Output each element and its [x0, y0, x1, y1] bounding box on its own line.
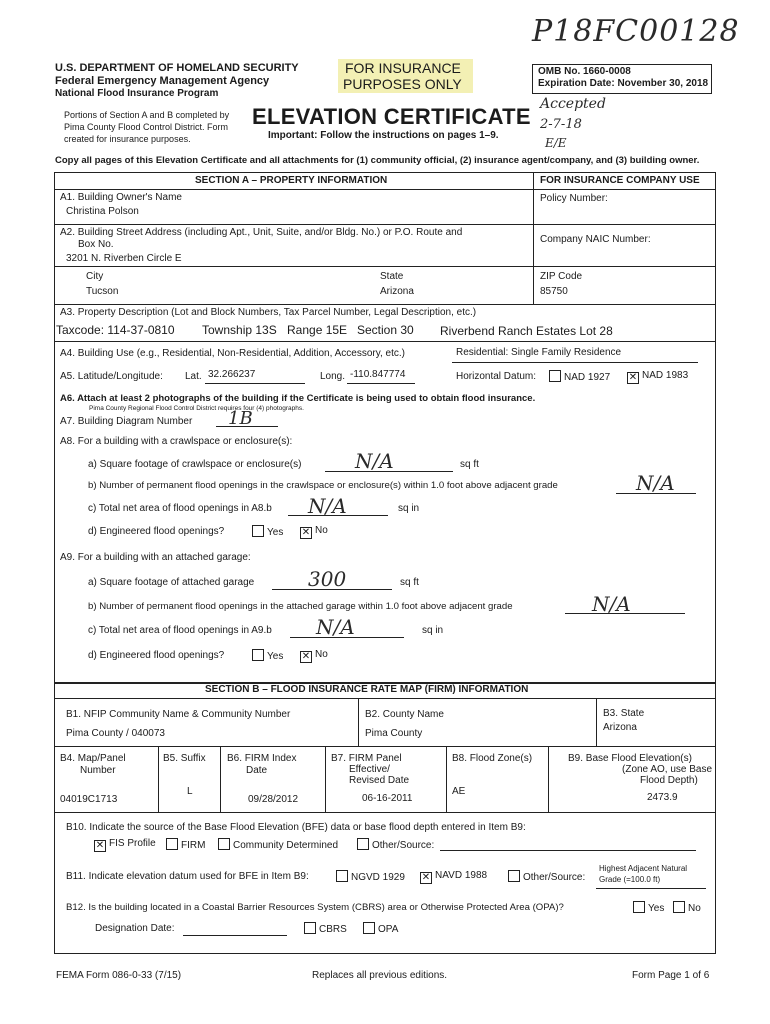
important-note: Important: Follow the instructions on pages 1–9. [268, 130, 499, 141]
a5-label: A5. Latitude/Longitude: [60, 371, 163, 382]
nad1927-checkbox[interactable] [549, 370, 561, 382]
a3-label: A3. Property Description (Lot and Block Numbers, Tax Parcel Number, Legal Description, etc.) [60, 307, 477, 318]
b5-label: B5. Suffix [163, 753, 206, 764]
b11-source-2: Grade (=100.0 ft) [599, 875, 661, 884]
a3-taxcode: Taxcode: 114-37-0810 [56, 323, 175, 337]
b12-no-checkbox[interactable] [673, 901, 685, 913]
a8a-label: a) Square footage of crawlspace or enclosure(s) [88, 459, 302, 470]
copy-note: Copy all pages of this Elevation Certificate and all attachments for (1) community official, (2) insurance agent/company, and (3) building owner. [55, 155, 700, 166]
b6-value: 09/28/2012 [248, 794, 299, 805]
insurance-purposes-line1: FOR INSURANCE [345, 60, 461, 76]
b11-navd-label: NAVD 1988 [435, 870, 488, 881]
stamp-initials: E/E [545, 136, 567, 150]
b9-value: 2473.9 [647, 792, 678, 803]
b3-value: Arizona [603, 722, 637, 733]
footer-replaces: Replaces all previous editions. [312, 970, 448, 981]
a8a-unit: sq ft [460, 459, 479, 470]
a9a-unit: sq ft [400, 577, 419, 588]
b1-label: B1. NFIP Community Name & Community Number [66, 709, 291, 720]
b7-label-2: Effective/ [349, 764, 390, 775]
stamp-accepted-date: 2-7-18 [540, 117, 582, 132]
certificate-title: ELEVATION CERTIFICATE [252, 104, 531, 129]
a9d-yes-label: Yes [267, 651, 284, 662]
b10-other-checkbox[interactable] [357, 838, 369, 850]
a8c-unit: sq in [398, 503, 420, 514]
opa-label: OPA [378, 924, 399, 935]
b10-label: B10. Indicate the source of the Base Flood Elevation (BFE) data or base flood depth entered in Item B9: [66, 822, 526, 833]
b11-ngvd-label: NGVD 1929 [351, 872, 405, 883]
a8-label: A8. For a building with a crawlspace or enclosure(s): [60, 436, 293, 447]
b4-value: 04019C1713 [60, 794, 118, 805]
a5-long-label: Long. [320, 371, 346, 382]
b7-label-1: B7. FIRM Panel [331, 753, 402, 764]
b4-label-1: B4. Map/Panel [60, 753, 126, 764]
a8d-yes-checkbox[interactable] [252, 525, 264, 537]
nad1983-label: NAD 1983 [642, 370, 689, 381]
portions-note-3: created for insurance purposes. [64, 134, 191, 144]
a9d-no-label: No [315, 649, 328, 660]
b10-community-checkbox[interactable] [218, 838, 230, 850]
omb-number: OMB No. 1660-0008 [538, 66, 631, 77]
b10-other-label: Other/Source: [372, 840, 435, 851]
b7-value: 06-16-2011 [362, 793, 413, 804]
a9d-no-checkbox[interactable]: ✕ [301, 651, 311, 662]
a3-section: Section 30 [357, 323, 414, 337]
b8-value: AE [452, 786, 466, 797]
b10-fis-checkbox[interactable]: ✕ [95, 840, 105, 851]
b9-label-3: Flood Depth) [640, 775, 698, 786]
b11-navd-checkbox[interactable]: ✕ [421, 872, 431, 883]
a5-lat-label: Lat. [185, 371, 202, 382]
nad1927-label: NAD 1927 [564, 372, 611, 383]
a1-label: A1. Building Owner's Name [60, 192, 182, 203]
a7-label: A7. Building Diagram Number [60, 416, 193, 427]
b1-value: Pima County / 040073 [66, 728, 165, 739]
b10-fis-label: FIS Profile [109, 838, 156, 849]
a2-label-2: Box No. [78, 239, 114, 250]
b11-other-checkbox[interactable] [508, 870, 520, 882]
a4-label: A4. Building Use (e.g., Residential, Non-Residential, Addition, Accessory, etc.) [60, 348, 405, 359]
a9c-unit: sq in [422, 625, 444, 636]
b11-ngvd-checkbox[interactable] [336, 870, 348, 882]
b12-yes-checkbox[interactable] [633, 901, 645, 913]
b7-label-3: Revised Date [349, 775, 410, 786]
b11-source-1: Highest Adjacent Natural [599, 864, 688, 873]
a8c-label: c) Total net area of flood openings in A8.b [88, 503, 272, 514]
a2-value: 3201 N. Riverben Circle E [66, 253, 182, 264]
naic-label: Company NAIC Number: [540, 234, 651, 245]
a4-value: Residential: Single Family Residence [456, 347, 622, 358]
a3-township: Township 13S [202, 323, 277, 337]
a3-range: Range 15E [287, 323, 348, 337]
insurance-purposes-line2: PURPOSES ONLY [343, 76, 462, 92]
b5-value: L [187, 786, 193, 797]
zip-value: 85750 [540, 286, 568, 297]
a8d-label: d) Engineered flood openings? [88, 526, 225, 537]
b6-label-2: Date [246, 765, 268, 776]
a9b-value[interactable]: N/A [592, 592, 631, 616]
a9c-value[interactable]: N/A [316, 615, 355, 639]
stamp-number: P18FC00128 [532, 14, 740, 49]
a3-lot: Riverbend Ranch Estates Lot 28 [440, 324, 613, 338]
b10-firm-label: FIRM [181, 840, 206, 851]
dept-name: U.S. DEPARTMENT OF HOMELAND SECURITY [55, 62, 299, 74]
a9a-value[interactable]: 300 [308, 567, 347, 591]
opa-checkbox[interactable] [363, 922, 375, 934]
section-b-title: SECTION B – FLOOD INSURANCE RATE MAP (FIRM) INFORMATION [205, 684, 529, 695]
b8-label: B8. Flood Zone(s) [452, 753, 533, 764]
a8b-label: b) Number of permanent flood openings in the crawlspace or enclosure(s) within 1.0 foot above adjacent grade [88, 480, 558, 491]
a8d-yes-label: Yes [267, 527, 284, 538]
b10-community-label: Community Determined [233, 840, 339, 851]
a8d-no-label: No [315, 525, 328, 536]
a9d-label: d) Engineered flood openings? [88, 650, 225, 661]
program-name: National Flood Insurance Program [55, 88, 219, 99]
section-a-title: SECTION A – PROPERTY INFORMATION [195, 175, 388, 186]
designation-date-field[interactable] [183, 935, 287, 936]
a5-datum-label: Horizontal Datum: [456, 371, 537, 382]
a9-label: A9. For a building with an attached garage: [60, 552, 251, 563]
b12-label: B12. Is the building located in a Coastal Barrier Resources System (CBRS) area or Otherwise Protected Area (OPA)? [66, 902, 564, 913]
stamp-accepted: Accepted [540, 96, 606, 112]
b4-label-2: Number [80, 765, 116, 776]
a9a-label: a) Square footage of attached garage [88, 577, 255, 588]
a5-lat-value: 32.266237 [208, 369, 256, 380]
b9-label-2: (Zone AO, use Base [622, 764, 713, 775]
cbrs-label: CBRS [319, 924, 347, 935]
nad1983-checkbox[interactable]: ✕ [628, 372, 638, 383]
a2-label-1: A2. Building Street Address (including Apt., Unit, Suite, and/or Bldg. No.) or P.O. Route and [60, 227, 463, 238]
a9b-label: b) Number of permanent flood openings in the attached garage within 1.0 foot above adjacent grade [88, 601, 513, 612]
portions-note-2: Pima County Flood Control District. Form [64, 122, 229, 132]
cbrs-checkbox[interactable] [304, 922, 316, 934]
a8c-value[interactable]: N/A [308, 494, 347, 518]
b12-yes-label: Yes [648, 903, 665, 914]
a8b-value[interactable]: N/A [636, 471, 675, 495]
a7-value[interactable]: 1B [228, 408, 253, 429]
a9c-label: c) Total net area of flood openings in A9.b [88, 625, 272, 636]
portions-note-1: Portions of Section A and B completed by [64, 110, 230, 120]
state-value: Arizona [380, 286, 414, 297]
zip-label: ZIP Code [540, 271, 583, 282]
a6-note: Pima County Regional Flood Control District requires four (4) photographs. [89, 405, 304, 412]
b2-label: B2. County Name [365, 709, 444, 720]
city-label: City [86, 271, 104, 282]
policy-number-label: Policy Number: [540, 193, 608, 204]
b6-label-1: B6. FIRM Index [227, 753, 297, 764]
a1-value: Christina Polson [66, 206, 139, 217]
b10-firm-checkbox[interactable] [166, 838, 178, 850]
company-use-title: FOR INSURANCE COMPANY USE [540, 175, 700, 186]
expiration-date: Expiration Date: November 30, 2018 [538, 78, 709, 89]
b12-no-label: No [688, 903, 701, 914]
a5-long-value: -110.847774 [350, 369, 406, 380]
agency-name: Federal Emergency Management Agency [55, 75, 270, 87]
b2-value: Pima County [365, 728, 423, 739]
footer-form-number: FEMA Form 086-0-33 (7/15) [56, 970, 182, 981]
a8d-no-checkbox[interactable]: ✕ [301, 527, 311, 538]
footer-page: Form Page 1 of 6 [632, 970, 710, 981]
a9d-yes-checkbox[interactable] [252, 649, 264, 661]
a8a-value[interactable]: N/A [355, 449, 394, 473]
designation-date-label: Designation Date: [95, 923, 175, 934]
b9-label-1: B9. Base Flood Elevation(s) [568, 753, 692, 764]
state-label: State [380, 271, 404, 282]
b3-label: B3. State [603, 708, 645, 719]
b11-other-label: Other/Source: [523, 872, 586, 883]
a6-label: A6. Attach at least 2 photographs of the building if the Certificate is being used to obtain flood insurance. [60, 393, 536, 404]
city-value: Tucson [86, 286, 119, 297]
b11-label: B11. Indicate elevation datum used for BFE in Item B9: [66, 871, 309, 882]
